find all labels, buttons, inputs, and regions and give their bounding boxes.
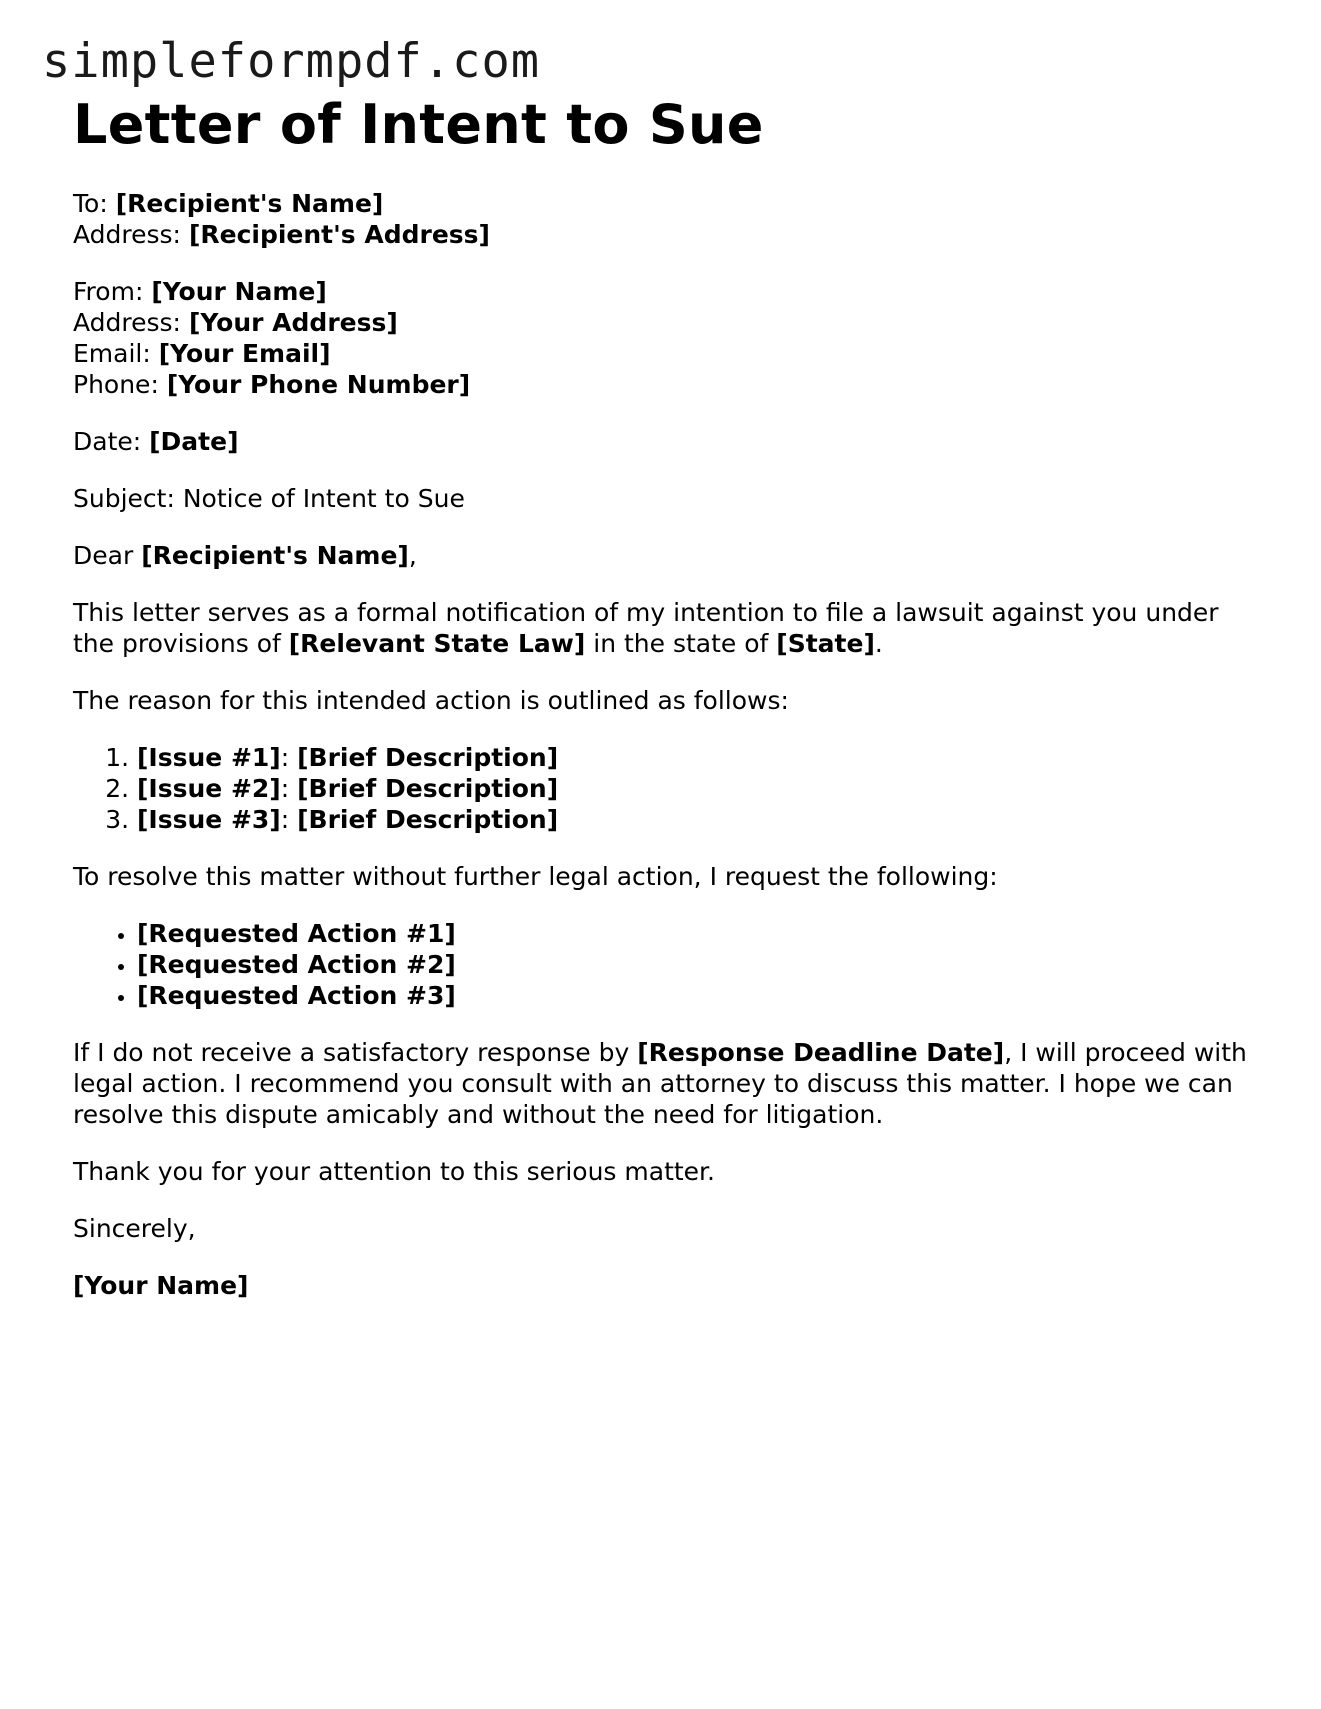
- signature: [73, 1270, 1253, 1301]
- signature-name: [Your Name]: [73, 1271, 249, 1300]
- intro-text: .: [874, 629, 883, 658]
- closing: Sincerely,: [73, 1214, 196, 1243]
- reason-lead: The reason for this intended action is outlined as follows:: [73, 686, 789, 715]
- issue-separator: :: [280, 743, 298, 772]
- issue-item: [137, 773, 1253, 804]
- issue-label: [Issue #2]: [137, 774, 281, 803]
- deadline-paragraph: [73, 1037, 1253, 1130]
- salutation-name: [Recipient's Name]: [141, 541, 409, 570]
- sender-phone-line: [73, 369, 1253, 400]
- relevant-law: [Relevant State Law]: [288, 629, 586, 658]
- subject-line: Subject: Notice of Intent to Sue: [73, 484, 465, 513]
- response-deadline-date: [Response Deadline Date]: [637, 1038, 1005, 1067]
- sender-email: [Your Email]: [158, 339, 331, 368]
- letter: [73, 92, 1253, 1327]
- requested-actions-list: [73, 918, 1253, 1011]
- issue-item: [137, 742, 1253, 773]
- intro-text: in the state of: [585, 629, 777, 658]
- intro-paragraph: [73, 597, 1253, 659]
- deadline-text: , I will proceed with legal action. I recommend you consult with an attorney to discuss this matter. I hope we can resolve this dispute amicably and without the need for litigation.: [73, 1038, 1247, 1129]
- state: [State]: [776, 629, 875, 658]
- issues-list: [73, 742, 1253, 835]
- issue-label: [Issue #1]: [137, 743, 281, 772]
- issue-description: [Brief Description]: [297, 805, 559, 834]
- requested-action: [Requested Action #2]: [137, 950, 456, 979]
- sender-phone: [Your Phone Number]: [166, 370, 471, 399]
- date-line: [73, 426, 1253, 457]
- sender-block: [73, 276, 1253, 400]
- recipient-name: [Recipient's Name]: [115, 189, 384, 218]
- requested-action-item: [137, 980, 1253, 1011]
- sender-email-line: [73, 338, 1253, 369]
- issue-separator: :: [280, 805, 298, 834]
- issue-description: [Brief Description]: [297, 743, 559, 772]
- sender-address: [Your Address]: [188, 308, 398, 337]
- request-lead: To resolve this matter without further legal action, I request the following:: [73, 862, 998, 891]
- salutation-suffix: ,: [408, 541, 417, 570]
- thanks-line: Thank you for your attention to this serious matter.: [73, 1157, 715, 1186]
- to-label: To:: [73, 189, 116, 218]
- salutation-prefix: Dear: [73, 541, 142, 570]
- issue-label: [Issue #3]: [137, 805, 281, 834]
- page-title: Letter of Intent to Sue: [73, 93, 764, 156]
- issue-item: [137, 804, 1253, 835]
- salutation: [73, 540, 1253, 571]
- recipient-address-line: [73, 219, 1253, 250]
- address-label: Address:: [73, 308, 189, 337]
- from-line: [73, 276, 1253, 307]
- recipient-block: [73, 188, 1253, 250]
- issue-description: [Brief Description]: [297, 774, 559, 803]
- sender-address-line: [73, 307, 1253, 338]
- requested-action: [Requested Action #1]: [137, 919, 456, 948]
- recipient-address: [Recipient's Address]: [188, 220, 490, 249]
- address-label: Address:: [73, 220, 189, 249]
- sender-name: [Your Name]: [151, 277, 327, 306]
- from-label: From:: [73, 277, 152, 306]
- deadline-text: If I do not receive a satisfactory response by: [73, 1038, 638, 1067]
- requested-action-item: [137, 949, 1253, 980]
- issue-separator: :: [280, 774, 298, 803]
- requested-action: [Requested Action #3]: [137, 981, 456, 1010]
- intro-text: This letter serves as a formal notification of my intention to file a lawsuit against you under the provisions of: [73, 598, 1219, 658]
- to-line: [73, 188, 1253, 219]
- date-value: [Date]: [149, 427, 239, 456]
- date-label: Date:: [73, 427, 150, 456]
- phone-label: Phone:: [73, 370, 167, 399]
- requested-action-item: [137, 918, 1253, 949]
- watermark: simpleformpdf.com: [42, 34, 541, 89]
- email-label: Email:: [73, 339, 159, 368]
